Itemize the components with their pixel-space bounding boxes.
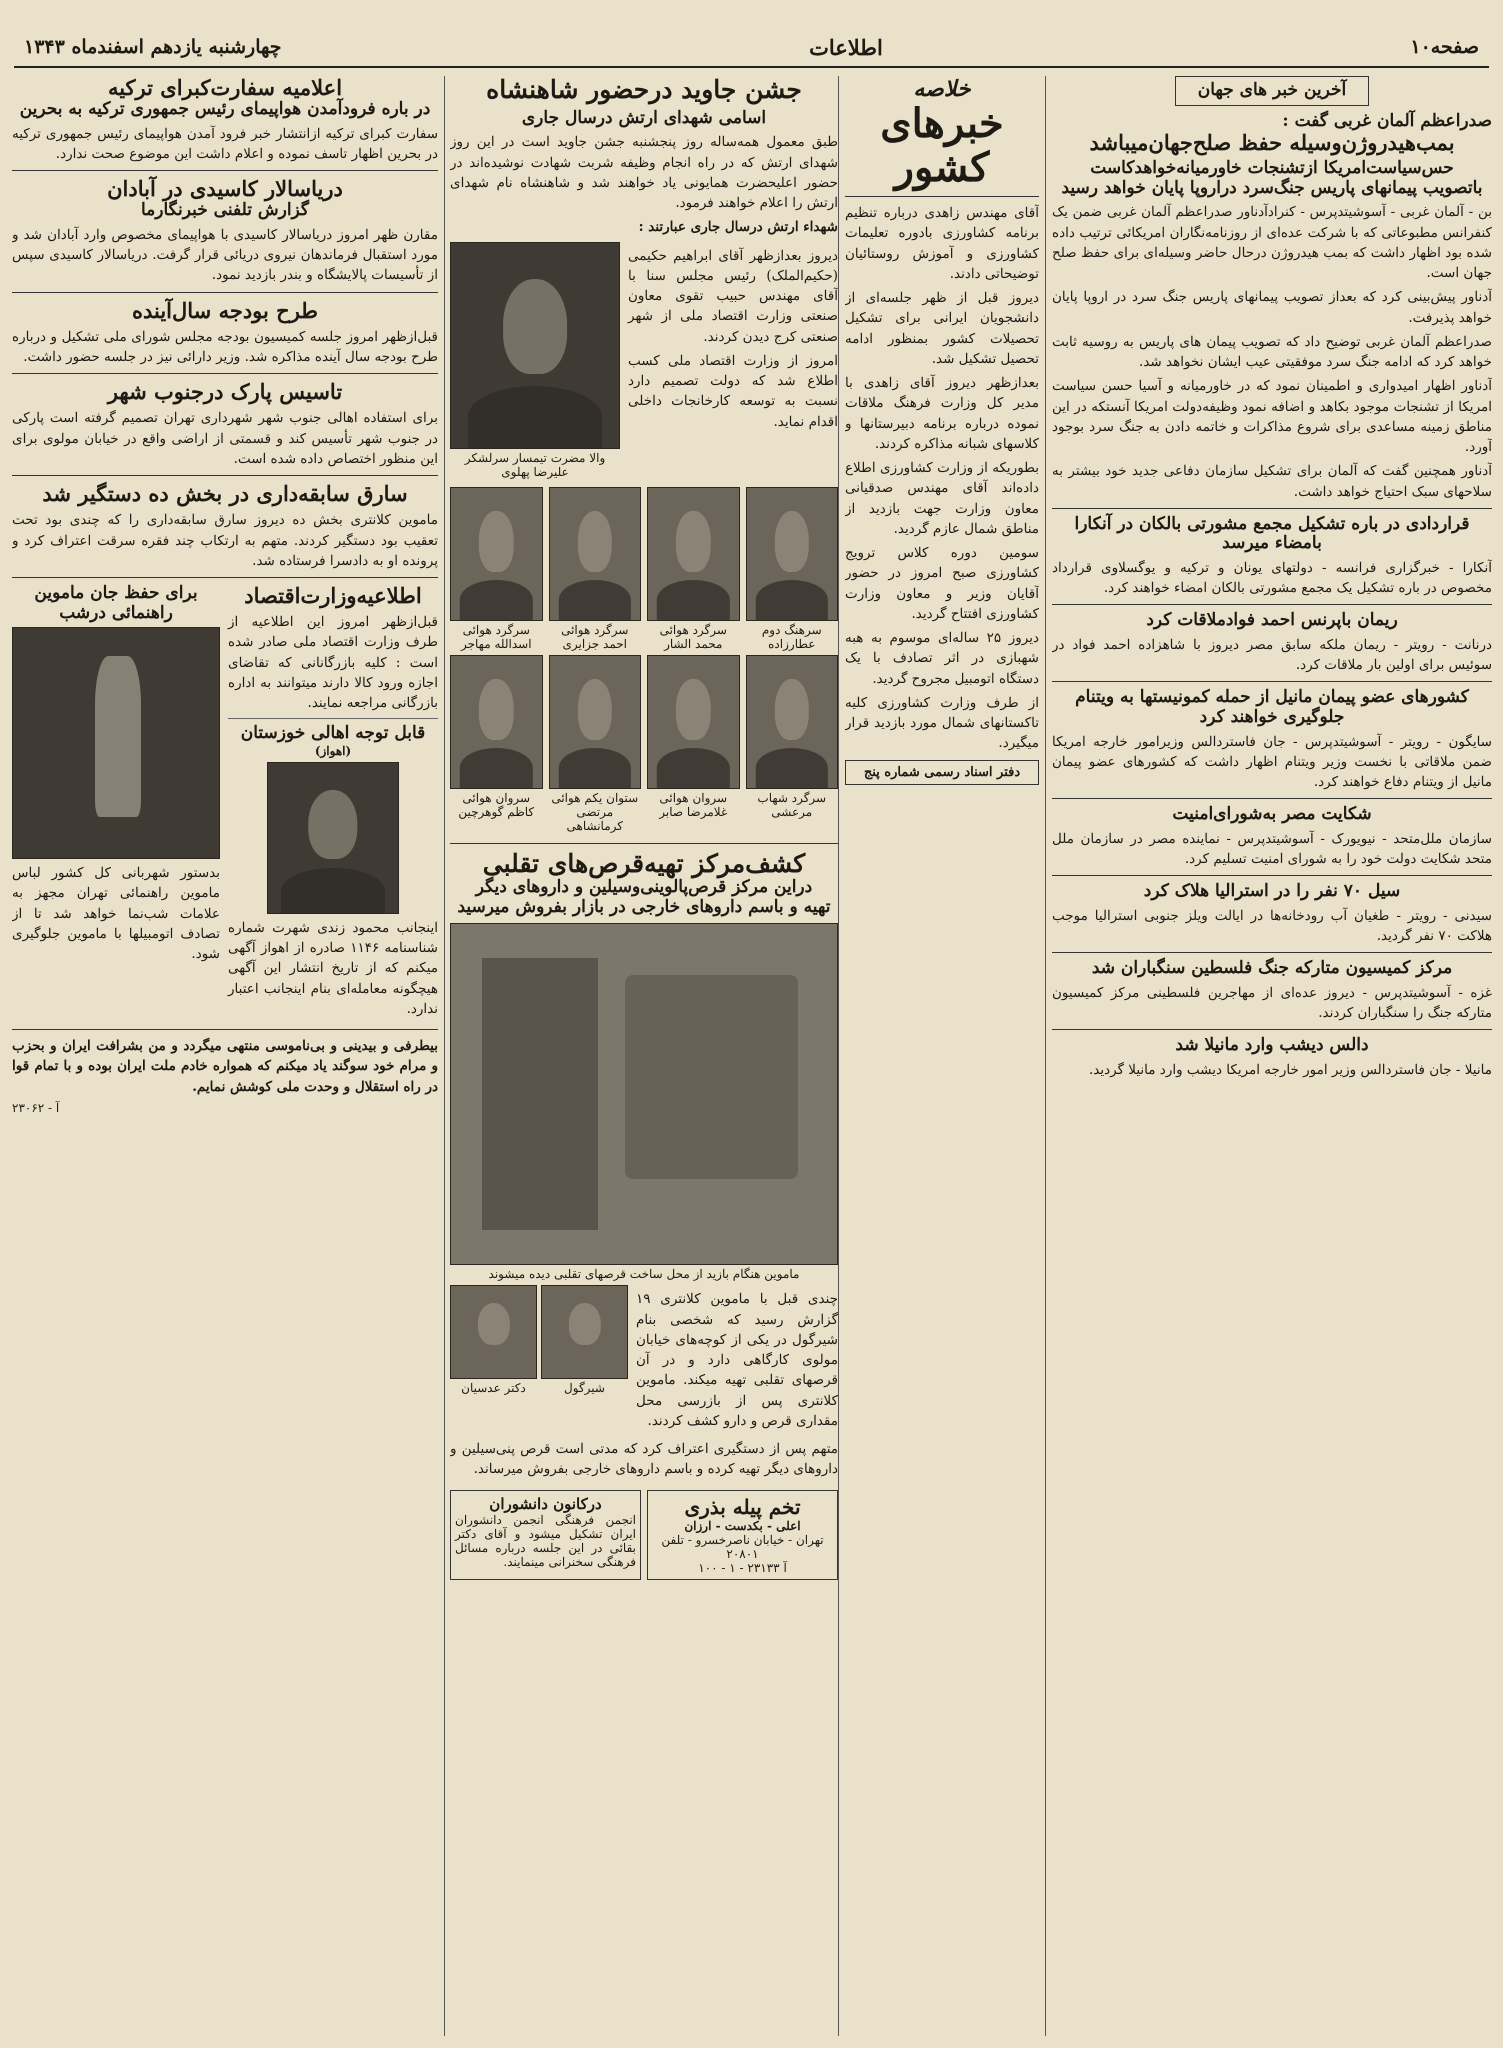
turkey-headline: اعلامیه سفارت‌کبرای ترکیه: [107, 76, 343, 100]
silkworm-ad-code: آ ۲۳۱۳۳ - ۱ - ۱۰۰: [698, 1560, 787, 1575]
suspect-cell: [450, 1285, 537, 1435]
portrait-face: [578, 511, 612, 572]
divider: [12, 1029, 438, 1030]
summary-paragraph: دیروز ۲۵ ساله‌ای موسوم به هبه شهبازی در اثر تصادف با یک دستگاه اتومبیل مجروح گردید.: [845, 630, 1039, 687]
divider: [12, 292, 438, 293]
suspect-text: [636, 1285, 838, 1435]
article-paragraph: امروز از وزارت اقتصاد ملی کسب اطلاع شد که دولت تصمیم دارد نسبت به توسعه کارخانجات داخلی اقدام نماید.: [628, 352, 838, 430]
portrait-shoulder: [657, 580, 729, 620]
portrait-caption: سرگرد هوائی اسدالله مهاجر: [460, 622, 532, 651]
portrait-face: [479, 679, 513, 740]
side-news: [628, 242, 838, 483]
counterfeit-headline: کشف‌مرکز تهیه‌قرص‌های تقلبی: [482, 848, 806, 878]
column-rule: [444, 76, 445, 2036]
portrait-caption: سروان هوائی کاظم گوهرچین: [458, 790, 535, 819]
portrait-face: [775, 511, 809, 572]
article-paragraph: برای استفاده اهالی جنوب شهر شهرداری تهران تصمیم گرفته است پارکی در جنوب شهر تأسیس کند و قسمتی از اراضی واقع در خیابان مولوی برای این منظور اختصاص داده شده است.: [12, 410, 438, 467]
turkey-sub: در باره فرودآمدن هواپیمای رئیس جمهوری ترکیه به بحرین: [19, 99, 431, 120]
portrait-caption: سرگرد هوائی محمد الشار: [659, 622, 727, 651]
portrait-caption: سرهنگ دوم عطارزاده: [761, 622, 822, 651]
park-headline: تاسیس پارک درجنوب شهر: [107, 379, 343, 405]
notary-ad: [845, 760, 1039, 785]
left-lower-block: [12, 584, 438, 1023]
second-headline: حس‌سیاست‌امریکا ازتشنجات خاورمیانه‌خواهدکاست: [1090, 158, 1454, 179]
budget-headline: طرح بودجه سال‌آینده: [131, 297, 319, 323]
article-paragraph: قبل‌ازظهر امروز این اطلاعیه از طرف وزارت اقتصاد ملی صادر شده است : کلیه بازرگانانی که تقاضای اجازه ورود کالا دارند میتوانند به اداره بازرگانی مراجعه نمایند.: [228, 614, 438, 712]
guards-block: [12, 584, 220, 1023]
article-paragraph: سیدنی - رویتر - طغیان آب رودخانه‌ها در ایالت ویلز جنوبی استرالیا موجب هلاکت ۷۰ نفر گردید.: [1052, 907, 1492, 945]
article-paragraph: چندی قبل با ماموین کلانتری ۱۹ گزارش رسید که شخصی بنام شیرگول در یکی از کوچه‌های خیابان مولوی کارگاهی دارد و در آن قرصهای تقلبی تهیه میکند. ماموین کلانتری پس از بازرسی محل مقداری قرص و دارو کشف کردند.: [636, 1291, 838, 1429]
article-paragraph: سفارت کبرای ترکیه ازانتشار خبر فرود آمدن هواپیمای رئیس جمهوری ترکیه در بحرین اظهار تاسف نموده و اعلام داشت این موضوع صحت ندارد.: [12, 125, 438, 162]
portrait-shoulder: [559, 580, 631, 620]
portrait-photo: [450, 655, 543, 789]
article-paragraph: طبق معمول همه‌ساله روز پنجشنبه جشن جاوید است در این روز شهدای ارتش که در راه انجام وظیفه شربت شهادت نوشیده‌اند در حضور اعلیحضرت همایونی یاد خواهند شد و شاهنشاه نام شهدای ارتش را اعلام خواهند فرمود.: [450, 134, 838, 212]
summary-paragraph: سومین دوره کلاس ترویج کشاورزی صبح امروز در حضور آقایان وزیر و معاون وزارت کشاورزی افتتاح گردید.: [845, 545, 1039, 622]
article-paragraph: غزه - آسوشیتدپرس - دیروز عده‌ای از مهاجرین فلسطینی مرکز کمیسیون متارکه جنگ را سنگباران کردند.: [1052, 984, 1492, 1022]
silkworm-ad-address: تهران - خیابان ناصرخسرو - تلفن ۲۰۸۰۱: [661, 1532, 824, 1561]
divider: [12, 577, 438, 578]
silkworm-ad: [647, 1490, 838, 1580]
portrait-shoulder: [559, 748, 631, 788]
article-paragraph: آدناور همچنین گفت که آلمان برای تشکیل سازمان دفاعی جدید خود بیشتر به سلاحهای سبک احتیاج خواهد داشت.: [1052, 463, 1492, 500]
summary-paragraph: از طرف وزارت کشاورزی کلیه تاکستانهای شمال مورد بازدید قرار میگیرد.: [845, 694, 1039, 752]
admiral-sub: گزارش تلفنی خبرنگارما: [140, 200, 310, 221]
article-paragraph: اینجانب محمود زندی شهرت شماره شناسنامه ۱۱۴۶ صادره از اهواز آگهی میکنم که از تاریخ انتشار این آگهی هیچگونه معامله‌ای بنام اینجانب اعتبار ندارد.: [228, 919, 438, 1017]
divider: [12, 475, 438, 476]
suspect-face: [477, 1303, 509, 1345]
clinic-notice-text: انجمن فرهنگی انجمن دانشوران ایران تشکیل میشود و آقای دکتر بقائی در این جلسه درباره مسائل فرهنگی سخنرانی مینمایند.: [455, 1512, 636, 1569]
article-paragraph: درنانت - رویتر - ریمان ملکه سابق مصر دیروز با شاهزاده احمد فواد در سوئیس برای اولین بار ملاقات کرد.: [1052, 636, 1492, 674]
portrait-caption: سرگرد شهاب مرعشی: [757, 790, 827, 819]
column-rule: [838, 76, 839, 2036]
portrait-grid-row-1: [450, 487, 838, 655]
article-paragraph: مانیلا - جان فاستردالس وزیر امور خارجه امریکا دیشب وارد مانیلا گردید.: [1088, 1062, 1492, 1078]
article-paragraph: صدراعظم آلمان غربی توضیح داد که تصویب پیمان های پاریس به روسیه ثابت خواهد کرد که ادامه جنگ سرد موفقیتی عیب ایشان نخواهد شد.: [1052, 333, 1492, 371]
divider: [450, 843, 838, 844]
world-news-box-title: آخرین خبر های جهان: [1197, 80, 1347, 100]
divider: [1052, 1029, 1492, 1030]
factory-caption: ماموین هنگام بازید از محل ساخت قرصهای تقلبی دیده میشوند: [488, 1267, 800, 1282]
center-bottom-ads: [450, 1484, 838, 1580]
divider: [845, 196, 1039, 197]
portrait-photo: [549, 487, 642, 621]
article-paragraph: سایگون - رویتر - آسوشیتدپرس - جان فاستردالس وزیرامور خارجه امریکا ضمن ملاقاتی با نخست وزیر ویتنام اظهار داشت که کشورهای عضو پیمان مانیل از ویتنام دفاع خواهند کرد.: [1052, 733, 1492, 791]
divider: [1052, 508, 1492, 509]
portrait-caption: سرگرد هوائی احمد جزایری: [561, 622, 629, 651]
divider: [228, 718, 438, 719]
portrait-face: [308, 790, 357, 859]
egypt-headline: شکایت مصر به‌شورای‌امنیت: [1172, 804, 1372, 825]
crowd-shape: [625, 975, 799, 1179]
divider: [1052, 952, 1492, 953]
portrait-cell: [647, 655, 740, 837]
article-paragraph: مقارن ظهر امروز دریاسالار کاسیدی با هواپیمای مخصوص وارد آبادان شد و مورد استقبال فرماندهان نیروی دریائی قرار گرفت. دریاسالار کاسیدی سپس از تأسیسات پالایشگاه و بندر بازدید نمود.: [12, 226, 438, 284]
portrait-caption: سروان هوائی غلامرضا صابر: [659, 790, 728, 819]
portrait-shoulder: [468, 386, 602, 448]
portrait-face: [775, 679, 809, 740]
portrait-shoulder: [657, 748, 729, 788]
summary-paragraph: بعدازظهر دیروز آقای زاهدی با مدیر کل وزارت فرهنگ ملاقات نموده درباره برنامه دبیرستانها و کلاسهای شبانه مذاکره کردند.: [845, 375, 1039, 452]
center-column: [450, 76, 838, 2036]
lead-kicker: صدراعظم آلمان غربی گفت :: [1282, 110, 1492, 131]
counterfeit-sub-1: دراین مرکز قرص‌پالوینی‌وسیلین و داروهای دیگر: [475, 877, 813, 898]
portrait-shoulder: [460, 580, 532, 620]
portrait-face: [676, 679, 710, 740]
khuzestan-sub: (اهواز): [314, 743, 352, 758]
portrait-cell: [746, 655, 839, 837]
portrait-shoulder: [756, 748, 828, 788]
portrait-grid-row-2: [450, 655, 838, 837]
divider: [1052, 604, 1492, 605]
portrait-cell: [450, 655, 543, 837]
date-line: چهارشنبه یازدهم اسفندماه ۱۳۴۳: [24, 36, 282, 58]
traffic-officer-photo: [12, 627, 220, 859]
article-paragraph: آدناور پیش‌بینی کرد که بعداز تصویب پیمانهای پاریس جنگ سرد در اروپا پایان خواهد پذیرفت.: [1052, 289, 1492, 326]
portrait-face: [479, 511, 513, 572]
lead-headline: بمب‌هیدروژن‌وسیله حفظ صلح‌جهان‌میباشد: [1089, 130, 1455, 156]
notice-portrait: [267, 762, 399, 914]
article-paragraph: دیروز بعدازظهر آقای ابراهیم حکیمی (حکیم‌الملک) رئیس مجلس سنا با آقای مهندس حبیب تقوی معاون صنعتی وزارت اقتصاد ملی از شهر صنعتی کرج دیدن کردند.: [628, 247, 838, 345]
portrait-cell: [450, 487, 543, 655]
officer-figure: [95, 656, 140, 817]
suspect-caption: شیرگول: [564, 1381, 605, 1396]
party-statement-code: آ - ۲۳۰۶۲: [12, 1100, 60, 1115]
balkan-headline: قراردادی در باره تشکیل مجمع مشورتی بالکان در آنکارا بامضاء میرسد: [1074, 513, 1470, 554]
machine-shape: [482, 958, 598, 1230]
divider: [12, 373, 438, 374]
counterfeit-sub-2: تهیه و باسم داروهای خارجی در بازار بفروش میرسید: [457, 896, 831, 917]
portrait-photo: [549, 655, 642, 789]
portrait-cell: [549, 655, 642, 837]
top-photo-row: [450, 242, 838, 483]
portrait-face: [503, 279, 567, 373]
clinic-notice: [450, 1490, 641, 1580]
guards-headline: برای حفظ جان ماموین راهنمائی درشب: [34, 583, 198, 623]
notary-ad-text: دفتر اسناد رسمی شماره پنج: [863, 764, 1021, 780]
article-paragraph: قبل‌ازظهر امروز جلسه کمیسیون بودجه مجلس شورای ملی تشکیل و درباره طرح بودجه سال آینده مذاکره شد. وزیر دارائی نیز در جلسه حضور داشت.: [12, 328, 438, 366]
party-statement: بیطرفی و بیدینی و بی‌ناموسی منتهی میگردد و من بشرافت ایران و بحزب و مرام خود سوگند یاد میکنم که همواره خادم ملت ایران بوده و با تمام قوا در راه استقلال و وحدت ملی کوشش نمایم.: [12, 1038, 438, 1095]
suspect-caption: دکتر عدسیان: [461, 1381, 526, 1396]
suspect-photo: [541, 1285, 628, 1379]
silkworm-ad-title: تخم پیله بذری: [684, 1494, 801, 1519]
suspect-cell: [541, 1285, 628, 1435]
divider: [12, 170, 438, 171]
column-rule: [1045, 76, 1046, 2036]
portrait-shoulder: [281, 868, 385, 913]
domestic-summary-column: [845, 76, 1039, 2036]
portrait-caption: ستوان یکم هوائی مرتضی کرمانشاهی: [551, 790, 639, 833]
suspect-face: [568, 1303, 600, 1345]
thief-headline: سارق سابقه‌داری در بخش ده دستگیر شد: [42, 481, 408, 507]
econ-headline: اطلاعیه‌وزارت‌اقتصاد: [244, 583, 422, 609]
portrait-photo: [450, 242, 620, 449]
third-headline: باتصویب پیمانهای پاریس جنگ‌سرد دراروپا پایان خواهد رسید: [1061, 177, 1483, 198]
portrait-shoulder: [460, 748, 532, 788]
article-paragraph: آنکارا - خبرگزاری فرانسه - دولتهای یونان و ترکیه و یوگسلاوی قرارداد مخصوص در باره تشکیل یک مجمع مشورتی بالکان امضاء خواهند کرد.: [1052, 559, 1492, 597]
flood-headline: سیل ۷۰ نفر را در استرالیا هلاک کرد: [1143, 881, 1401, 902]
article-paragraph: سازمان ملل‌متحد - نیویورک - آسوشیتدپرس - نماینده مصر در سازمان ملل متحد شکایت دولت خود را به شورای امنیت تسلیم کرد.: [1052, 830, 1492, 868]
article-paragraph: بدستور شهربانی کل کشور لباس ماموین راهنمائی تهران مجهز به علامات شب‌نما خواهد شد تا از تصادف اتومبیلها با ماموین جلوگیری شود.: [12, 865, 220, 963]
portrait-face: [578, 679, 612, 740]
summary-kicker: خلاصه: [913, 76, 971, 102]
summary-masthead: [845, 76, 1039, 190]
portrait-photo: [647, 655, 740, 789]
world-news-box: [1175, 76, 1369, 106]
divider: [1052, 875, 1492, 876]
article-paragraph: بن - آلمان غربی - آسوشیتدپرس - کنرادآدناور صدراعظم آلمان غربی ضمن یک کنفرانس مطبوعاتی که با شرکت عده‌ای از روزنامه‌نگاران امریکائی ترتیب داده شده بود اظهار داشت که بمب هیدروژن درحال حاضر وسیله‌ای برای حفظ صلح جهان است.: [1052, 204, 1492, 282]
main-portrait-block: [450, 242, 620, 483]
suspect-block: [450, 1285, 838, 1435]
left-column: [12, 76, 438, 2036]
portrait-cell: [746, 487, 839, 655]
page-number: صفحه۱۰: [1410, 36, 1479, 58]
portrait-shoulder: [756, 580, 828, 620]
divider: [1052, 798, 1492, 799]
silkworm-ad-text: اعلی - بکدست - ارزان: [684, 1518, 801, 1533]
suspect-photo: [450, 1285, 537, 1379]
masthead: [14, 28, 1489, 68]
paper-name: اطلاعات: [809, 34, 883, 60]
indochina-headline: کشورهای عضو پیمان مانیل از حمله کمونیستها به ویتنام جلوگیری خواهند کرد: [1075, 687, 1469, 728]
summary-paragraph: بطوریکه از وزارت کشاورزی اطلاع داده‌اند آقای مهندس صدقیانی معاون وزارت جهت بازدید از مناطق شمال عازم گردید.: [845, 460, 1039, 537]
khuzestan-headline: قابل توجه اهالی خوزستان: [240, 723, 426, 744]
portrait-photo: [450, 487, 543, 621]
article-paragraph: متهم پس از دستگیری اعتراف کرد که مدتی است قرص پنی‌سیلین و داروهای دیگر تهیه کرده و باسم داروهای خارجی بفروش میرساند.: [450, 1441, 838, 1478]
factory-photo: [450, 923, 838, 1265]
portrait-photo: [647, 487, 740, 621]
gaza-headline: مرکز کمیسیون متارکه جنگ فلسطین سنگباران شد: [1091, 958, 1453, 979]
portrait-photo: [746, 487, 839, 621]
suspect-photos: [450, 1285, 628, 1435]
summary-paragraph: آقای مهندس زاهدی درباره تنظیم برنامه کشاورزی بادوره تعلیمات کشاورزی و آموزش روستائیان توضیحاتی دادند.: [845, 205, 1039, 282]
portrait-cell: [647, 487, 740, 655]
summary-paragraph: دیروز قبل از ظهر جلسه‌ای از دانشجویان ایرانی برای تشکیل تحصیلات کشور بمنظور ادامه تحصیل تشکیل شد.: [845, 290, 1039, 367]
econ-notice-block: [228, 584, 438, 1023]
article-paragraph: ماموین کلانتری بخش ده دیروز سارق سابقه‌داری را که چندی بود تحت تعقیب بود دستگیر کردند. متهم به ارتکاب چند فقره سرقت اعتراف کرد و پرونده او به دادسرا فرستاده شد.: [12, 512, 438, 569]
summary-title: خبرهای کشور: [880, 100, 1004, 191]
world-news-column: [1052, 76, 1492, 2036]
portrait-face: [676, 511, 710, 572]
portrait-caption: والا مضرت تیمسار سرلشکر علیرضا پهلوی: [464, 450, 606, 479]
center-sub-headline: اسامی شهدای ارتش درسال جاری: [521, 107, 767, 128]
divider: [1052, 681, 1492, 682]
portrait-cell: [549, 487, 642, 655]
clinic-notice-title: درکانون دانشوران: [489, 1494, 602, 1513]
dulles-headline: دالس دیشب وارد مانیلا شد: [1175, 1035, 1369, 1056]
portrait-photo: [746, 655, 839, 789]
article-paragraph: آدناور اظهار امیدواری و اطمینان نمود که در خاورمیانه و آسیا حسن سیاست امریکا از تشنجات موجود بکاهد و اضافه نمود وظیفه‌دولت امریکا آنستکه در این مناطق زمینه مساعدی برای شروع مذاکرات و خاتمه دادن به جنگ سرد بوجود آورد.: [1052, 378, 1492, 456]
fuad-headline: ریمان باپرنس احمد فوادملاقات کرد: [1146, 610, 1398, 631]
article-paragraph: شهداء ارتش درسال جاری عبارتند :: [638, 219, 838, 236]
admiral-headline: دریاسالار کاسیدی در آبادان: [107, 176, 343, 202]
center-main-headline: جشن جاوید درحضور شاهنشاه: [486, 76, 802, 104]
